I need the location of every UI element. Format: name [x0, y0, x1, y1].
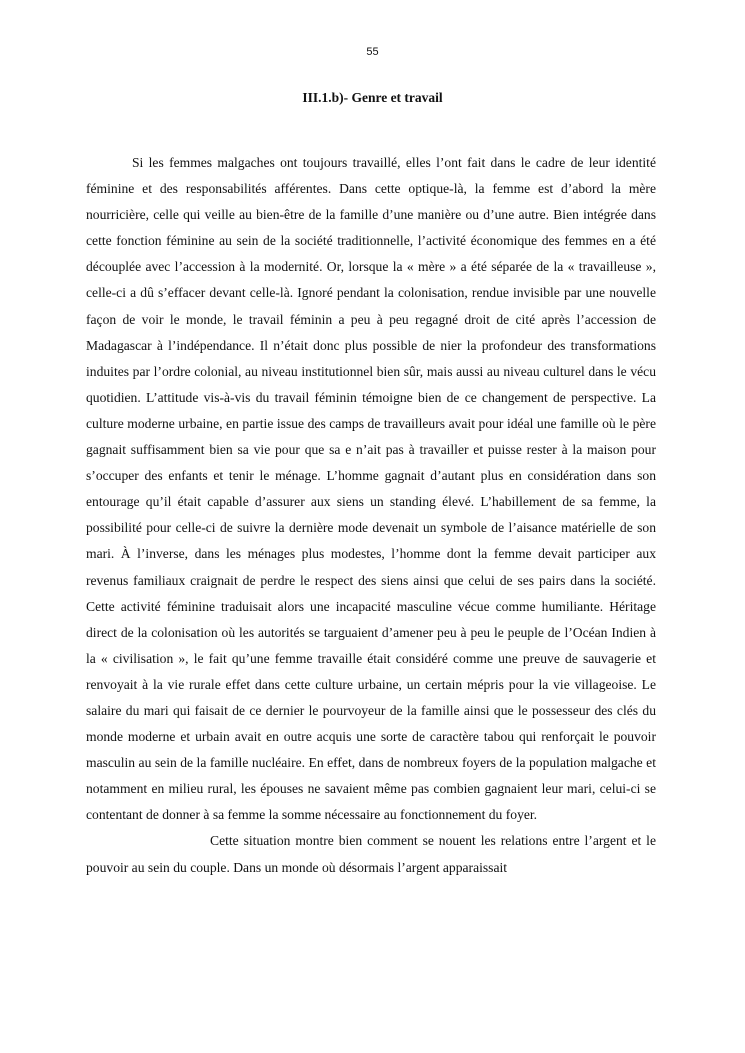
paragraph-2: Cette situation montre bien comment se nouent les relations entre l’argent et le pouvoir au sein du couple. Dans un monde où désormais l’argent apparaissait — [86, 833, 656, 875]
section-title: III.1.b)- Genre et travail — [302, 90, 443, 105]
body-text — [86, 150, 656, 881]
page-number: 55 — [366, 46, 379, 58]
paragraph-1: Si les femmes malgaches ont toujours travaillé, elles l’ont fait dans le cadre de leur identité féminine et des responsabilités afférentes. Dans cette optique-là, la femme est d’abord la mère nourricière, celle qui veille au bien-être de la famille d’une manière ou d’une autre. Bien intégrée dans cette fonction féminine au sein de la société traditionnelle, l’activité économique des femmes en a été découplée avec l’accession à la modernité. Or, lorsque la « mère » a été séparée de la « travailleuse », celle-ci a dû s’effacer devant celle-là. Ignoré pendant la colonisation, rendue invisible par une nouvelle façon de voir le monde, le travail féminin a peu à peu regagné droit de cité après l’accession de Madagascar à l’indépendance. Il n’était donc plus possible de nier la profondeur des transformations induites par l’ordre colonial, au niveau institutionnel bien sûr, mais aussi au niveau culturel dans le vécu quotidien. L’attitude vis-à-vis du travail féminin témoigne bien de ce changement de perspective. La culture moderne urbaine, en partie issue des camps de travailleurs avait pour idéal une famille où le père gagnait suffisamment bien sa vie pour que sa e n’ait pas à travailler et puisse rester à la maison pour s’occuper des enfants et tenir le ménage. L’homme gagnait d’autant plus en considération dans son entourage qu’il était capable d’assurer aux siens un standing élevé. L’habillement de sa femme, la possibilité pour celle-ci de suivre la dernière mode devenait un symbole de l’aisance matérielle de son mari. À l’inverse, dans les ménages plus modestes, l’homme dont la femme devait participer aux revenus familiaux craignait de perdre le respect des siens ainsi que celui de ses pairs dans la société. Cette activité féminine traduisait alors une incapacité masculine vécue comme humiliante. Héritage direct de la colonisation où les autorités se targuaient d’amener peu à peu le peuple de l’Océan Indien à la « civilisation », le fait qu’une femme travaille était considéré comme une preuve de sauvagerie et renvoyait à la vie rurale effet dans cette culture urbaine, un certain mépris pour la vie villageoise. Le salaire du mari qui faisait de ce dernier le pourvoyeur de la famille ainsi que le possesseur des clés du monde moderne et urbain avait en outre acquis une sorte de caractère tabou qui renforçait le pouvoir masculin au sein de la famille nucléaire. En effet, dans de nombreux foyers de la population malgache et notamment en milieu rural, les épouses ne savaient même pas combien gagnaient leur mari, celui-ci se contentant de donner à sa femme la somme nécessaire au fonctionnement du foyer. — [86, 155, 656, 823]
